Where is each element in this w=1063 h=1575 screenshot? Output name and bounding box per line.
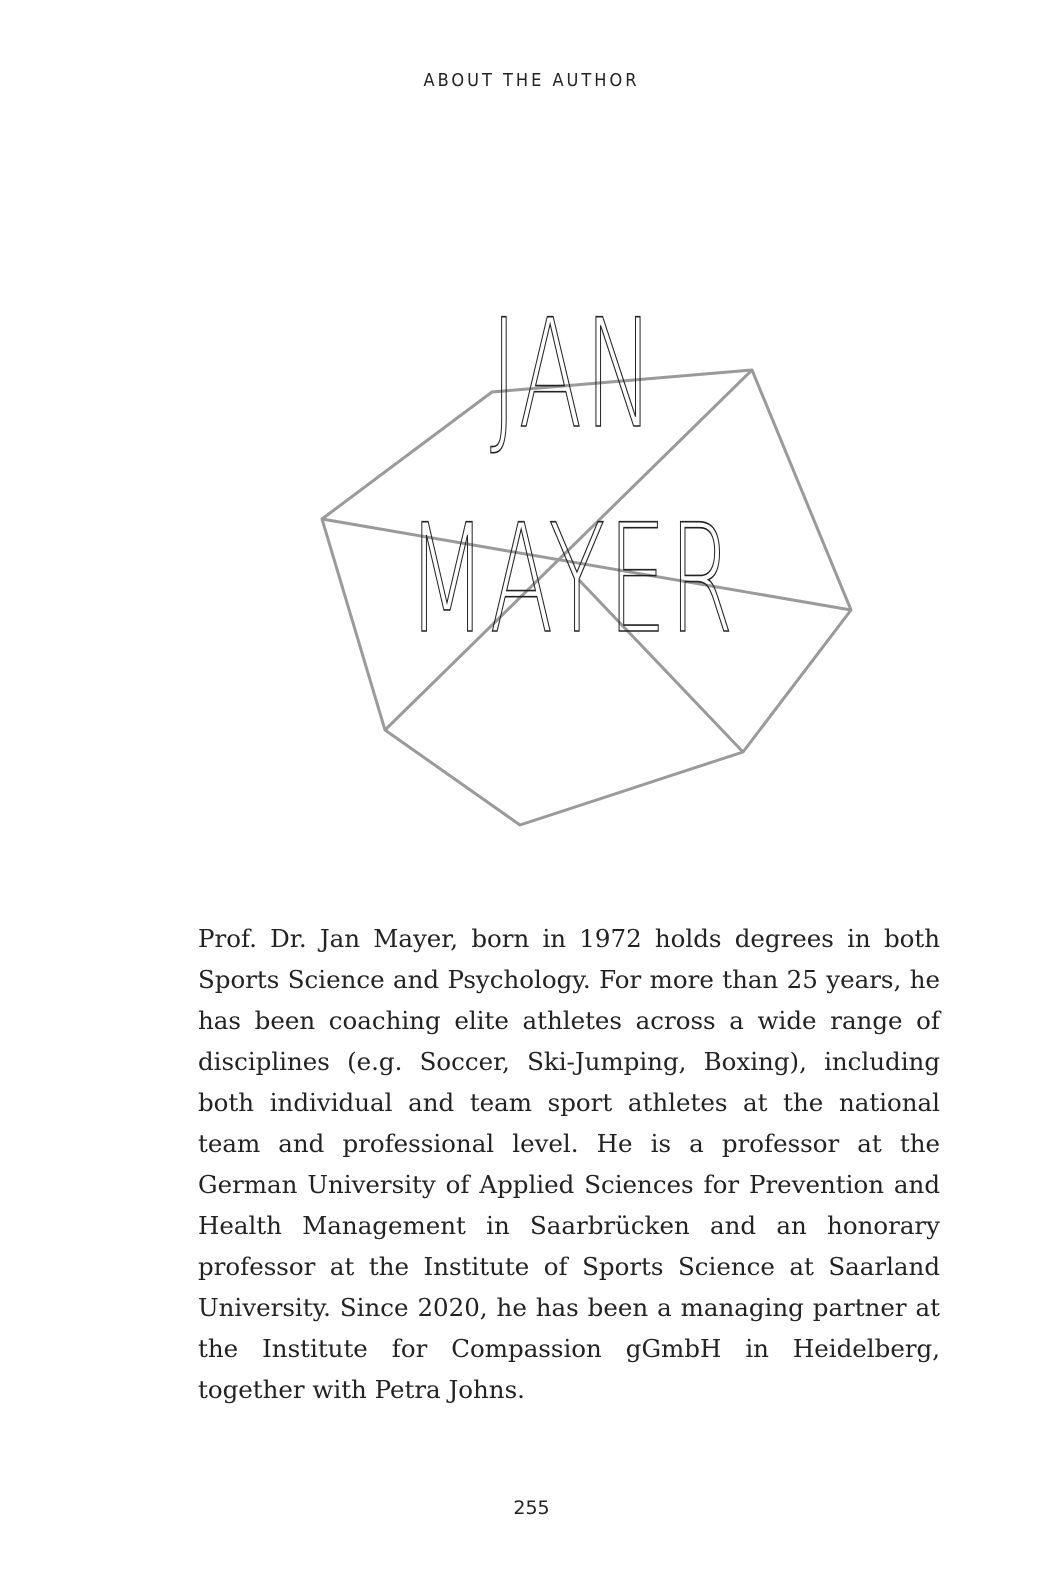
page-number: 255 <box>513 1497 550 1519</box>
author-last-name: MAYER <box>406 493 737 667</box>
author-biography: Prof. Dr. Jan Mayer, born in 1972 holds degrees in both Sports Science and Psychology. For more than 25 years, he has been coaching elite athletes across a wide range of disciplines (e.g. Soccer, Ski-Jumping, Boxing), including both individual and team sport athletes at the national team and professional level. He is a professor at the German University of Applied Sciences for Prevention and Health Management in Saarbrücken and an honorary professor at the Institute of Sports Science at Saarland University. Since 2020, he has been a managing partner at the Institute for Compassion gGmbH in Heidelberg, together with Petra Johns. <box>198 924 940 1404</box>
author-first-name: JAN <box>490 288 657 462</box>
running-head: ABOUT THE AUTHOR <box>423 70 640 91</box>
